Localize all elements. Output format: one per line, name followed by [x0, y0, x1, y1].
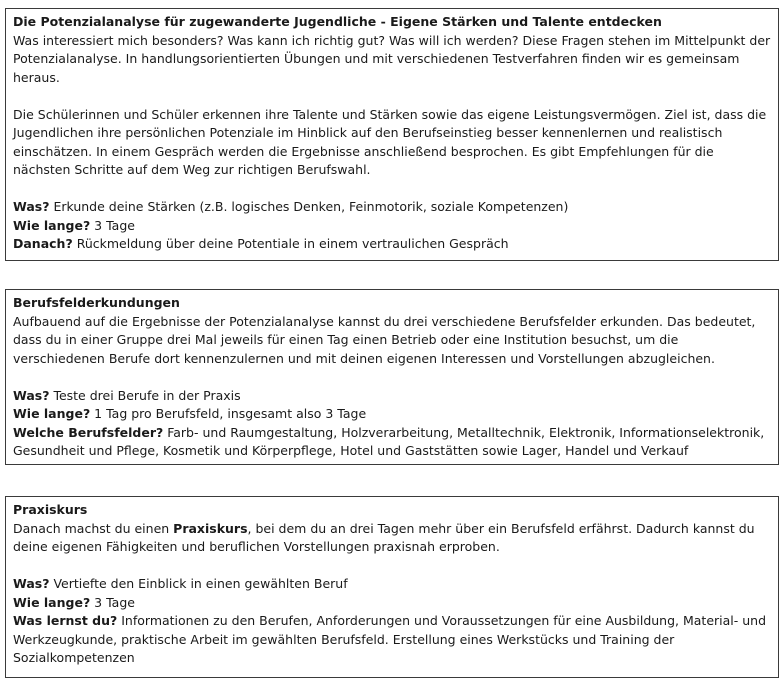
- potenzialanalyse-intro: Was interessiert mich besonders? Was kann ich richtig gut? Was will ich werden? Diese Fragen stehen im Mittelpunkt der Potenzialanalyse. In handlungsorientierten Übungen und mit verschiedenen Testverfahren finden wir es gemeinsam heraus.: [13, 32, 771, 85]
- spacer: [13, 180, 771, 199]
- was-label: Was?: [13, 387, 50, 403]
- praxiskurs-intro-after: , bei dem du an drei Tagen mehr über ein Berufsfeld erfährst. Dadurch kannst du deine eigenen Fähigkeiten und beruflichen Vorstellungen praxisnah erproben.: [13, 520, 755, 554]
- was-label: Was?: [13, 199, 50, 214]
- berufsfelder-title: Berufsfelderkundungen: [13, 295, 180, 310]
- dauer-label: Wie lange?: [13, 217, 91, 233]
- spacer: [13, 368, 771, 387]
- dauer-label: Wie lange?: [13, 594, 91, 610]
- potenzialanalyse-detail: Die Schülerinnen und Schüler erkennen ihre Talente und Stärken sowie das eigene Leistungsvermögen. Ziel ist, dass die Jugendlichen ihre persönlichen Potenziale im Hinblick auf den Berufseinstieg besser kennenlernen und realistisch einschätzen. In einem Gespräch werden die Ergebnisse anschließend besprochen. Es gibt Empfehlungen für die nächsten Schritte auf dem Weg zur richtigen Berufswahl.: [13, 106, 767, 177]
- felder-value: Farb- und Raumgestaltung, Holzverarbeitung, Metalltechnik, Elektronik, Informationselektronik, Gesundheit und Pflege, Kosmetik und Körperpflege, Hotel und Gaststätten sowie Lager, Handel und Verkauf: [13, 424, 765, 458]
- danach-label: Danach?: [13, 236, 73, 251]
- was-label: Was?: [13, 576, 50, 591]
- dauer-label: Wie lange?: [13, 406, 91, 421]
- spacer: [13, 557, 771, 576]
- dauer-value: 1 Tag pro Berufsfeld, insgesamt also 3 Tage: [90, 406, 367, 421]
- lernen-value: Informationen zu den Berufen, Anforderungen und Voraussetzungen für eine Ausbildung, Material- und Werkzeugkunde, praktische Arbeit im gewählten Berufsfeld. Erstellung eines Werkstücks und Training der Sozialkompetenzen: [13, 613, 767, 665]
- dauer-value: 3 Tage: [90, 217, 135, 233]
- praxiskurs-section: [5, 496, 779, 678]
- praxiskurs-was-line: [13, 575, 771, 594]
- potenzialanalyse-dauer-line: [13, 217, 771, 236]
- dauer-value: 3 Tage: [90, 594, 135, 610]
- danach-value: Rückmeldung über deine Potentiale in einem vertraulichen Gespräch: [72, 236, 509, 251]
- praxiskurs-intro: [13, 520, 771, 557]
- was-value: Vertiefte den Einblick in einen gewählten Beruf: [49, 576, 348, 591]
- berufsfelder-felder-line: [13, 424, 771, 461]
- berufsfelder-section: [5, 289, 779, 465]
- praxiskurs-lernen-line: [13, 612, 771, 668]
- praxiskurs-intro-strong: Praxiskurs: [173, 520, 248, 536]
- berufsfelder-dauer-line: [13, 405, 771, 424]
- potenzialanalyse-was-line: [13, 198, 771, 217]
- praxiskurs-dauer-line: [13, 594, 771, 613]
- potenzialanalyse-danach-line: [13, 235, 771, 254]
- praxiskurs-intro-before: Danach machst du einen: [13, 520, 174, 536]
- potenzialanalyse-section: [5, 8, 779, 261]
- was-value: Erkunde deine Stärken (z.B. logisches Denken, Feinmotorik, soziale Kompetenzen): [49, 199, 569, 214]
- berufsfelder-intro: Aufbauend auf die Ergebnisse der Potenzialanalyse kannst du drei verschiedene Berufsfelder erkunden. Das bedeutet, dass du in einer Gruppe drei Mal jeweils für einen Tag einen Betrieb oder eine Institution besuchst, um die verschiedenen Berufe dort kennenzulernen und mit deinen eigenen Interessen und Vorstellungen abzugleichen.: [13, 313, 756, 366]
- was-value: Teste drei Berufe in der Praxis: [49, 387, 241, 403]
- berufsfelder-was-line: [13, 387, 771, 406]
- spacer: [13, 87, 771, 106]
- lernen-label: Was lernst du?: [13, 613, 118, 628]
- felder-label: Welche Berufsfelder?: [13, 424, 164, 440]
- potenzialanalyse-title: Die Potenzialanalyse für zugewanderte Jugendliche - Eigene Stärken und Talente entdecken: [13, 14, 662, 29]
- praxiskurs-title: Praxiskurs: [13, 502, 88, 517]
